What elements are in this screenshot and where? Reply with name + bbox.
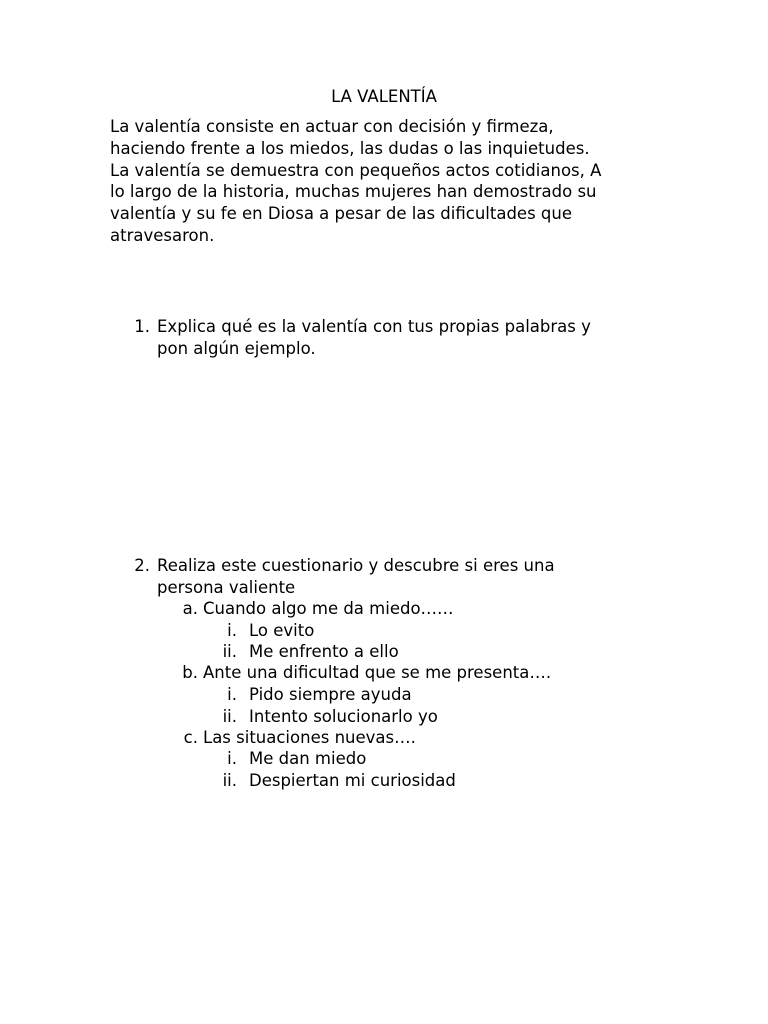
intro-paragraph (110, 116, 670, 247)
intro-line: atravesaron. (110, 225, 215, 245)
quiz-option-numeral: i. (227, 685, 237, 704)
quiz-option-numeral: i. (227, 749, 237, 768)
question-1-text-line: Explica qué es la valentía con tus propias palabras y (157, 317, 591, 336)
quiz-option-text: Despiertan mi curiosidad (249, 771, 456, 790)
quiz-item-text: Las situaciones nuevas…. (203, 728, 416, 747)
document-title: LA VALENTÍA (331, 87, 437, 106)
quiz-item-letter: b. (182, 663, 198, 682)
quiz-item-text: Ante una dificultad que se me presenta…. (203, 663, 552, 682)
question-1-text-line: pon algún ejemplo. (157, 339, 316, 358)
quiz-option-text: Pido siempre ayuda (249, 685, 412, 704)
question-2-number: 2. (134, 556, 150, 575)
quiz-option-text: Me enfrento a ello (249, 642, 399, 661)
intro-line: La valentía se demuestra con pequeños actos cotidianos, A (110, 160, 602, 180)
quiz-option-numeral: i. (227, 621, 237, 640)
intro-line: haciendo frente a los miedos, las dudas o las inquietudes. (110, 138, 590, 158)
quiz-option-numeral: ii. (222, 707, 237, 726)
intro-line: valentía y su fe en Diosa a pesar de las dificultades que (110, 204, 572, 224)
quiz-item-text: Cuando algo me da miedo…… (203, 599, 454, 618)
quiz-option-numeral: ii. (222, 642, 237, 661)
question-2-text-line: persona valiente (157, 578, 296, 597)
quiz-item-letter: c. (183, 728, 198, 747)
intro-line: lo largo de la historia, muchas mujeres han demostrado su (110, 182, 597, 202)
question-1-number: 1. (134, 317, 150, 336)
quiz-item-letter: a. (182, 599, 198, 618)
quiz-option-numeral: ii. (222, 771, 237, 790)
quiz-option-text: Me dan miedo (249, 749, 367, 768)
intro-line: La valentía consiste en actuar con decisión y firmeza, (110, 117, 554, 136)
quiz-option-text: Lo evito (249, 621, 315, 640)
quiz-option-text: Intento solucionarlo yo (249, 707, 438, 726)
question-2-text-line: Realiza este cuestionario y descubre si eres una (157, 556, 555, 575)
